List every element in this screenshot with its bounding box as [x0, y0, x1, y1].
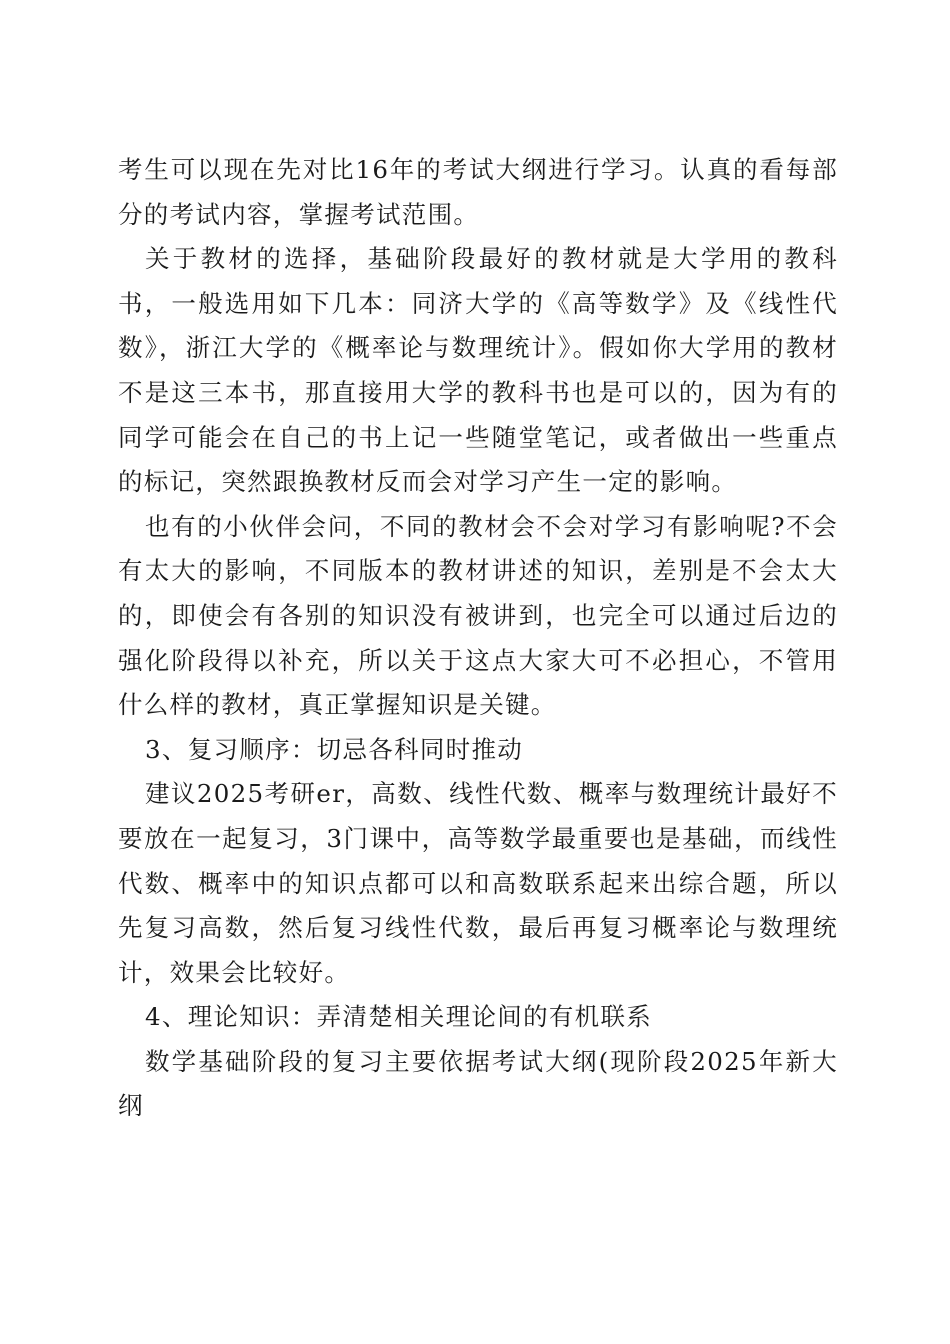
paragraph-4: 建议2025考研er，高数、线性代数、概率与数理统计最好不要放在一起复习，3门课中，高等数学最重要也是基础，而线性代数、概率中的知识点都可以和高数联系起来出综合题，所以先复习高数，然后复习线性代数，最后再复习概率论与数理统计，效果会比较好。: [118, 779, 838, 987]
paragraph-3: 也有的小伙伴会问，不同的教材会不会对学习有影响呢?不会有太大的影响，不同版本的教材讲述的知识，差别是不会太大的，即使会有各别的知识没有被讲到，也完全可以通过后边的强化阶段得以补充，所以关于这点大家大可不必担心，不管用什么样的教材，真正掌握知识是关键。: [118, 511, 838, 720]
paragraph-1: 考生可以现在先对比16年的考试大纲进行学习。认真的看每部分的考试内容，掌握考试范围。: [118, 155, 838, 229]
paragraph-5: 数学基础阶段的复习主要依据考试大纲(现阶段2025年新大纲: [118, 1046, 838, 1121]
paragraph-2: 关于教材的选择，基础阶段最好的教材就是大学用的教科书，一般选用如下几本：同济大学的《高等数学》及《线性代数》，浙江大学的《概率论与数理统计》。假如你大学用的教材不是这三本书，那直接用大学的教科书也是可以的，因为有的同学可能会在自己的书上记一些随堂笔记，或者做出一些重点的标记，突然跟换教材反而会对学习产生一定的影响。: [118, 244, 838, 497]
section-heading-3: 3、复习顺序：切忌各科同时推动: [145, 734, 524, 764]
document-body: [118, 148, 838, 1129]
section-heading-4: 4、理论知识：弄清楚相关理论间的有机联系: [145, 1002, 653, 1032]
